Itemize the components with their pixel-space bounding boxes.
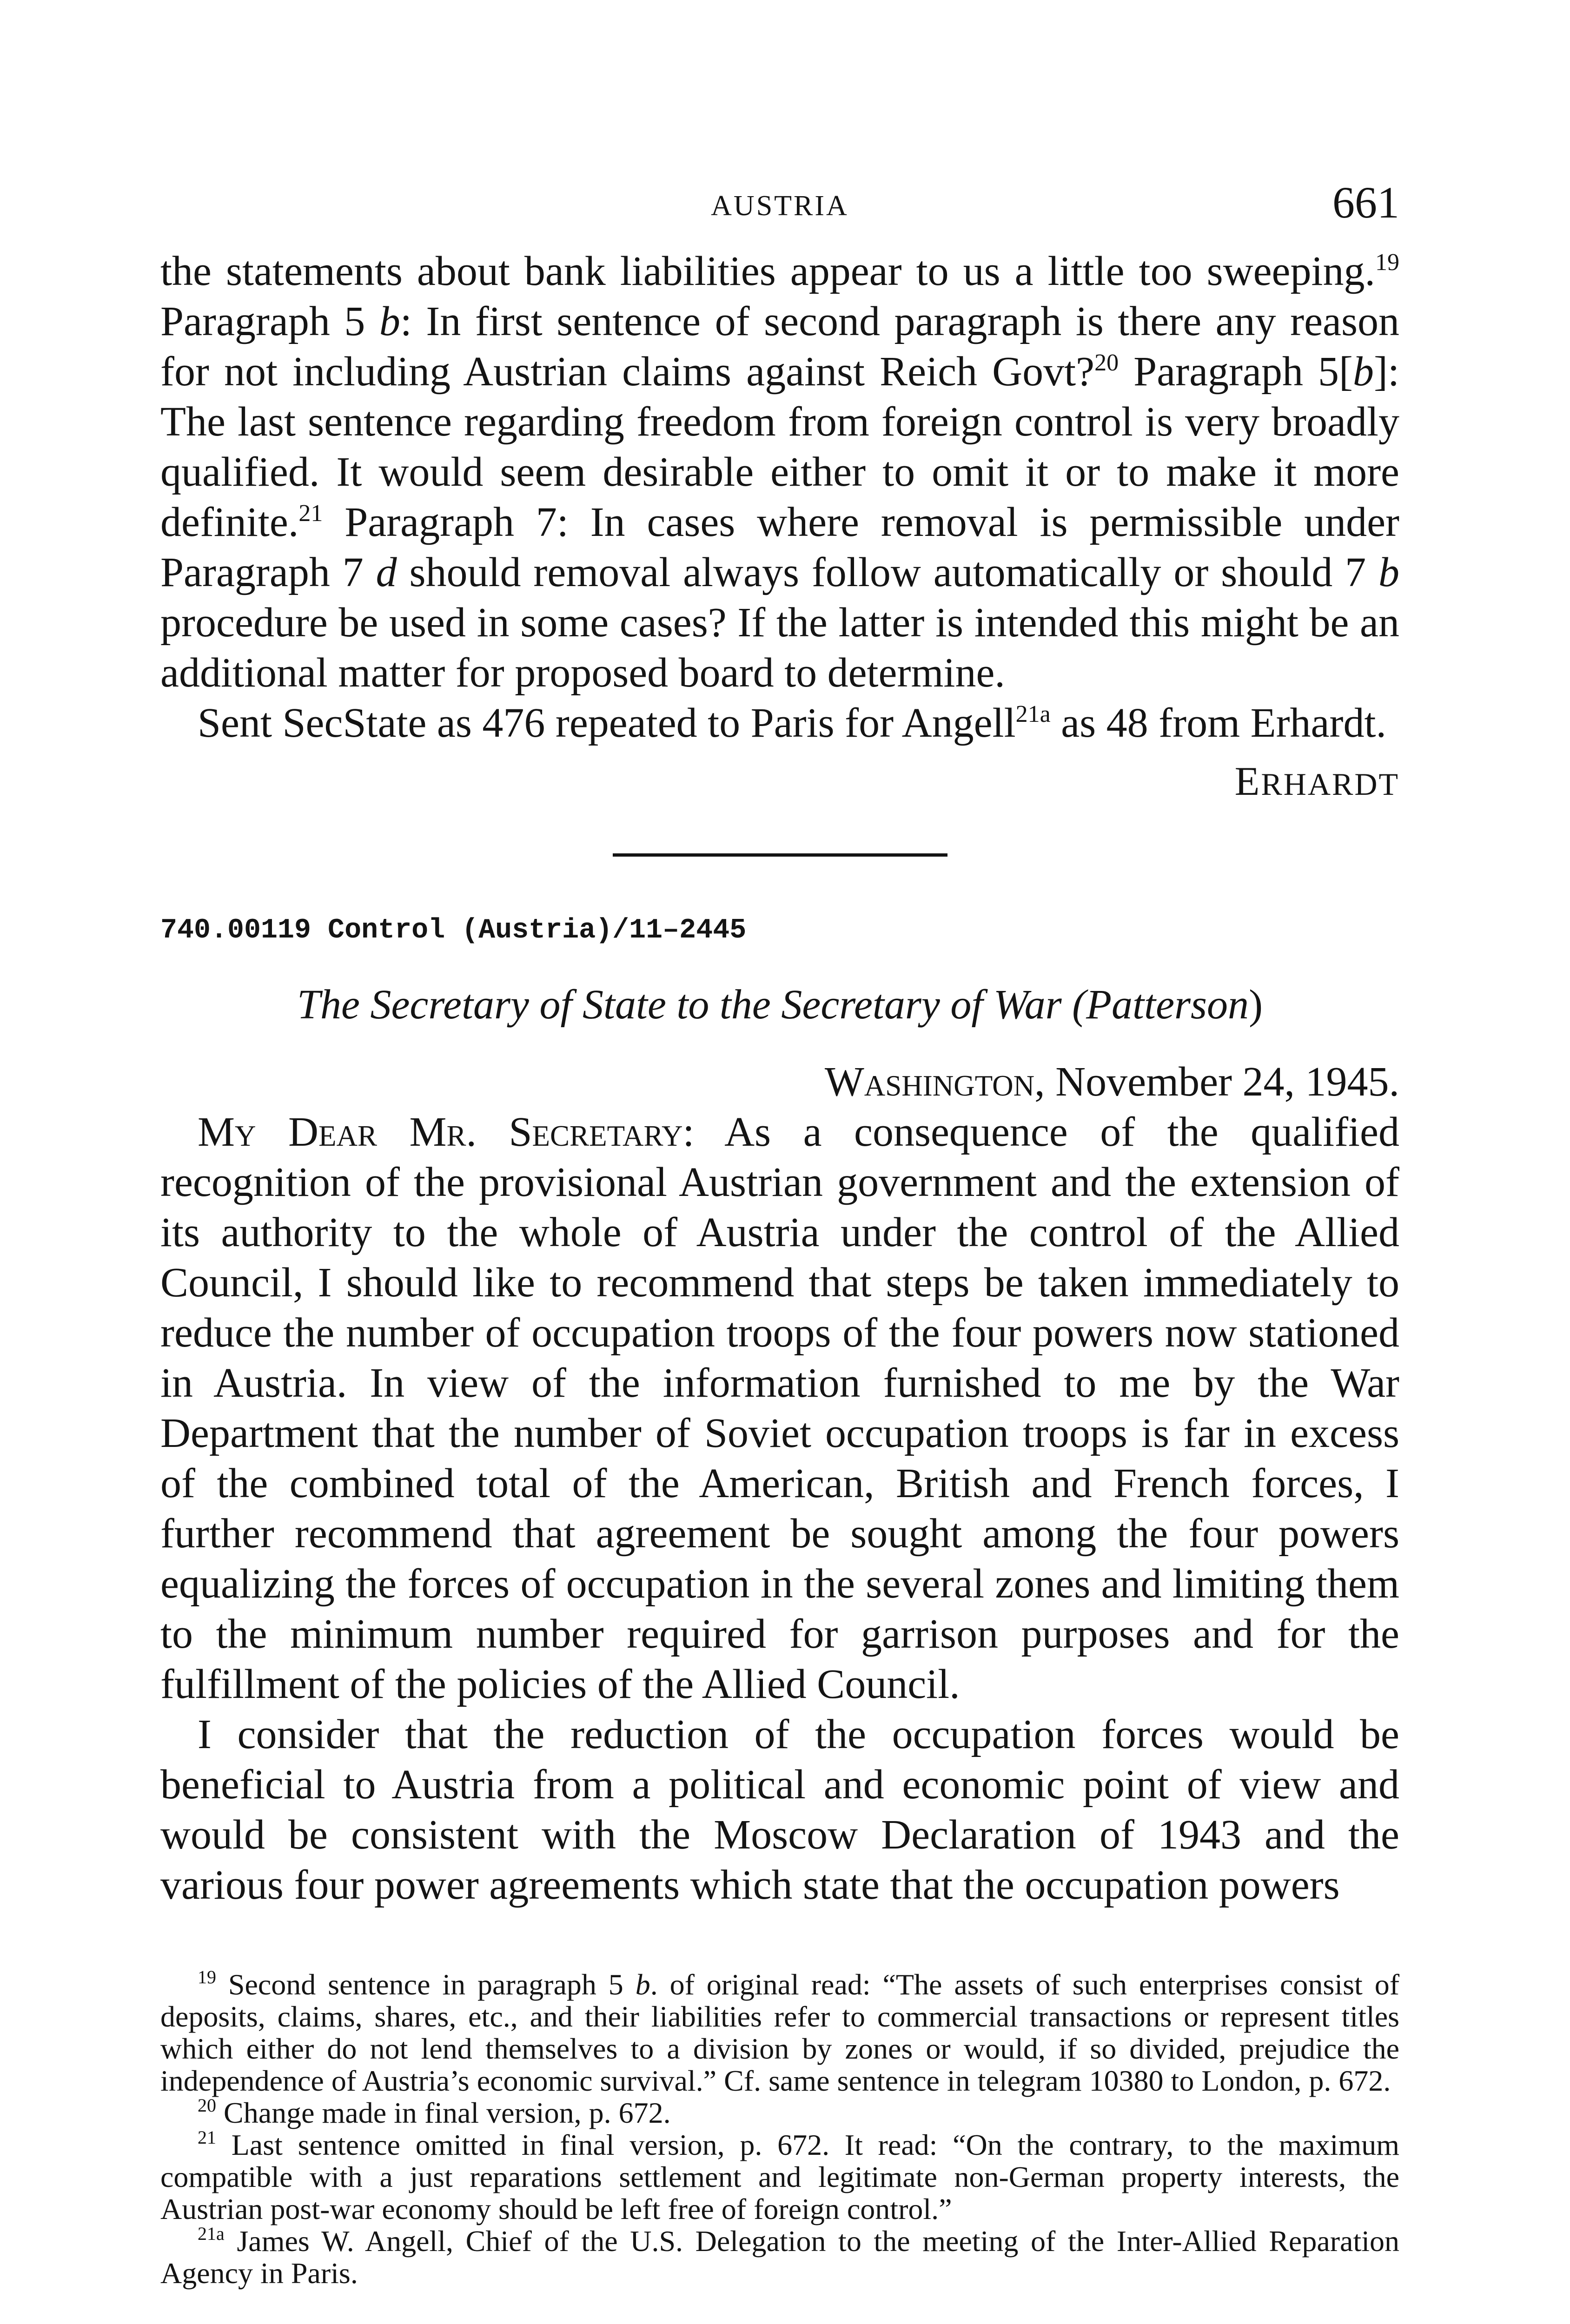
italic-run: d xyxy=(376,549,397,595)
title-paren: ) xyxy=(1249,982,1263,1028)
salutation: My Dear Mr. Secretary xyxy=(198,1109,683,1155)
italic-run: b xyxy=(1378,549,1399,595)
footnote-text: Second sentence in paragraph 5 xyxy=(216,1968,636,2001)
signature-erhardt xyxy=(160,757,1399,809)
footnotes xyxy=(160,1968,1399,2289)
text-run: Paragraph 5 xyxy=(160,298,379,344)
dateline-date: , November 24, 1945. xyxy=(1034,1059,1399,1105)
paragraph-text: : As a consequence of the qualified recognition of the provisional Austrian government and the extension of its authority to the whole of Austria under the control of the Allied Council, I should like to recommend that steps be taken immediately to reduce the number of occupation troops of the four powers now stationed in Austria. In view of the information furnished to me by the War Department that the number of Soviet occupation troops is far in excess of the combined total of the American, British and French forces, I further recommend that agreement be sought among the four powers equalizing the forces of occupation in the several zones and limiting them to the minimum number required for garrison purposes and for the fulfillment of the policies of the Allied Council. xyxy=(160,1109,1399,1707)
section-divider xyxy=(613,853,947,857)
footnote-21a xyxy=(160,2225,1399,2289)
footnote-text: . of original read: “The assets of such enterprises consist of deposits, claims, shares, etc., and their liabilities refer to commercial transactions or represent titles which either do not lend themselves to a division by zones or would, if so divided, prejudice the independence of Austria’s economic survival.” Cf. same sentence in telegram 10380 to London, p. 672. xyxy=(160,1968,1400,2097)
text-run: Sent SecState as 476 repeated to Paris for Angell xyxy=(198,700,1016,746)
file-number: 740.00119 Control (Austria)/11–2445 xyxy=(160,915,747,946)
footnote-ref-21: 21 xyxy=(298,500,323,527)
dateline-place: Washington xyxy=(824,1059,1035,1105)
footnote-21 xyxy=(160,2129,1399,2225)
page-number: 661 xyxy=(1332,178,1399,227)
footnote-text: Change made in final version, p. 672. xyxy=(216,2096,671,2129)
running-head: AUSTRIA xyxy=(711,190,849,222)
text-run: should removal always follow automatically or should 7 xyxy=(397,549,1378,595)
title-name: Patterson xyxy=(1086,982,1249,1028)
footnote-ref-20: 20 xyxy=(1094,350,1119,376)
footnote-number: 20 xyxy=(198,2095,216,2116)
signature-rest: RHARDT xyxy=(1261,766,1399,802)
page-header xyxy=(160,177,1399,246)
text-run: Paragraph 5[ xyxy=(1119,349,1353,395)
footnote-number: 21a xyxy=(198,2223,225,2244)
continuation-paragraph xyxy=(160,246,1399,698)
italic-run: b xyxy=(379,298,400,344)
title-text: The Secretary of State to the Secretary of War ( xyxy=(297,982,1086,1028)
text-run: as 48 from Erhardt. xyxy=(1050,700,1386,746)
footnote-number: 19 xyxy=(198,1967,216,1987)
letter-paragraph-1 xyxy=(160,1107,1399,1710)
italic-run: b xyxy=(635,1968,650,2001)
text-run: Paragraph 7: In cases where removal is permissible under Paragraph 7 xyxy=(160,499,1399,595)
document-title xyxy=(160,980,1399,1030)
text-run: procedure be used in some cases? If the latter is intended this might be an additional matter for proposed board to determine. xyxy=(160,600,1399,696)
letter-paragraph-2 xyxy=(160,1710,1399,1910)
text-run: ]: The last sentence regarding freedom from foreign control is very broadly qualified. It would seem desirable either to omit it or to make it more definite. xyxy=(160,349,1399,545)
document-page xyxy=(160,177,1399,2289)
footnote-text: Last sentence omitted in final version, p. 672. It read: “On the contrary, to the maximum compatible with a just reparations settlement and legitimate non-German property interests, the Austrian post-war economy should be left free of foreign control.” xyxy=(160,2128,1399,2225)
sent-paragraph xyxy=(160,698,1399,748)
footnote-20 xyxy=(160,2097,1399,2129)
footnote-19 xyxy=(160,1968,1399,2097)
paragraph-text: I consider that the reduction of the occupation forces would be beneficial to Austria from a political and economic point of view and would be consistent with the Moscow Declaration of 1943 and the various four power agreements which state that the occupation powers xyxy=(160,1711,1399,1908)
dateline xyxy=(160,1057,1399,1107)
text-run: the statements about bank liabilities appear to us a little too sweeping. xyxy=(160,248,1375,294)
footnote-number: 21 xyxy=(198,2127,216,2148)
main-text xyxy=(160,246,1399,1910)
footnote-ref-21a: 21a xyxy=(1015,701,1051,727)
text-run: : In first sentence of second paragraph is there any reason for not including Austrian claims against Reich Govt? xyxy=(160,298,1399,395)
signature-initial: E xyxy=(1234,759,1261,804)
footnote-text: James W. Angell, Chief of the U.S. Delegation to the meeting of the Inter-Allied Reparation Agency in Paris. xyxy=(160,2225,1399,2290)
footnote-ref-19: 19 xyxy=(1375,249,1399,276)
italic-run: b xyxy=(1353,349,1374,395)
